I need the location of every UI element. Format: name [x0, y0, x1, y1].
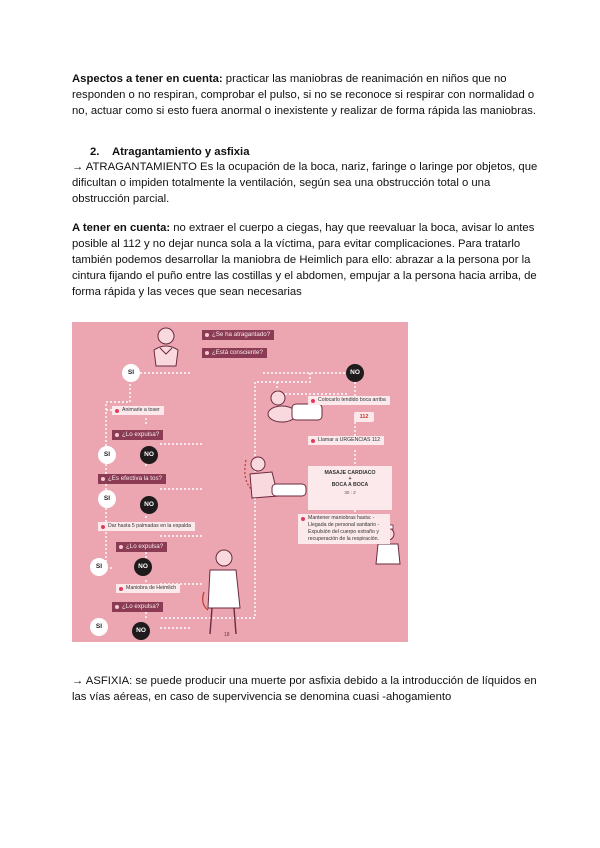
section-heading — [90, 144, 249, 160]
step-animarle-toser: Animarle a toser — [112, 406, 164, 415]
step-heimlich: Maniobra de Heimlich — [116, 584, 180, 593]
atragantamiento-paragraph: → ATRAGANTAMIENTO Es la ocupación de la boca, nariz, faringe o laringe por objetos, que dificultan o impiden totalmente la ventilación, según sea una obstrucción total o una obstrucción parcial. — [72, 161, 538, 205]
heimlich-illustration — [198, 548, 246, 638]
aspectos-label: Aspectos a tener en cuenta: — [72, 73, 223, 85]
question-expulsa-3: ¿Lo expulsa? — [112, 602, 163, 612]
si-node-2: SI — [98, 490, 116, 508]
question-consciente: ¿Está consciente? — [202, 348, 267, 358]
no-node-1: NO — [140, 446, 158, 464]
section-number: 2. — [90, 146, 100, 158]
choking-child-illustration — [146, 324, 186, 368]
si-node-4: SI — [90, 618, 108, 636]
aspectos-text: practicar las maniobras de reanimación en niños que no responden o no respiran, comprobar el pulso, si no se reconoce si respirar con normalidad o no, actuar como si esto fuera anormal o inexistente y realizar de forma rápida las maniobras. — [72, 73, 537, 117]
lying-person-illustration — [264, 386, 328, 432]
tener-en-cuenta-paragraph — [72, 220, 542, 300]
aspectos-paragraph — [72, 71, 542, 119]
boca-label: BOCA A BOCA — [331, 482, 369, 488]
question-expulsa-1: ¿Lo expulsa? — [112, 430, 163, 440]
no-node-consciente: NO — [346, 364, 364, 382]
si-node-3: SI — [90, 558, 108, 576]
si-node-1: SI — [98, 446, 116, 464]
plus-label: + — [348, 476, 352, 482]
si-node-consciente: SI — [122, 364, 140, 382]
step-llamar-112: Llamar a URGENCIAS 112 — [308, 436, 384, 445]
question-expulsa-2: ¿Lo expulsa? — [116, 542, 167, 552]
no-node-2: NO — [140, 496, 158, 514]
no-node-3: NO — [134, 558, 152, 576]
no-node-4: NO — [132, 622, 150, 640]
tener-en-cuenta-label: A tener en cuenta: — [72, 222, 171, 234]
choking-flowchart-figure — [72, 322, 408, 642]
step-palmadas: Dar hasta 5 palmadas en la espalda — [98, 522, 195, 531]
tener-en-cuenta-text: no extraer el cuerpo a ciegas, hay que reevaluar la boca, avisar lo antes posible al 112 y no dejar nunca sola a la víctima, para evitar complicaciones. Para tratarlo también podemos desarrollar la maniobra de Heimlich para ello: abrazar a la persona por la cintura fijando el puño entre las costillas y el abdomen, empujar a la persona hacia arriba, de forma rápida y las veces que sean necesarias — [72, 222, 537, 298]
cpr-illustration — [242, 450, 312, 504]
question-atragantado: ¿Se ha atragantado? — [202, 330, 274, 340]
ciclos-label: 30 : 2 — [344, 490, 356, 495]
step-mantener: Mantener maniobras hasta: - Llegada de personal sanitario - Expulsión del cuerpo extraño y recuperación de la respiración. — [298, 514, 390, 544]
cpr-panel — [308, 466, 392, 510]
section-title: Atragantamiento y asfixia — [111, 146, 250, 158]
step-colocarlo: Colocarlo tendido boca arriba — [308, 396, 390, 405]
question-efectiva-tos: ¿Es efectiva la tos? — [98, 474, 166, 484]
asfixia-paragraph: → ASFIXIA: se puede producir una muerte por asfixia debido a la introducción de líquidos en las vías aéreas, en caso de supervivencia se denomina cuasi -ahogamiento — [72, 675, 537, 703]
badge-112: 112 — [354, 412, 374, 422]
figure-page-number: 18 — [224, 632, 230, 638]
masaje-label: MASAJE CARDIACO — [324, 470, 376, 476]
